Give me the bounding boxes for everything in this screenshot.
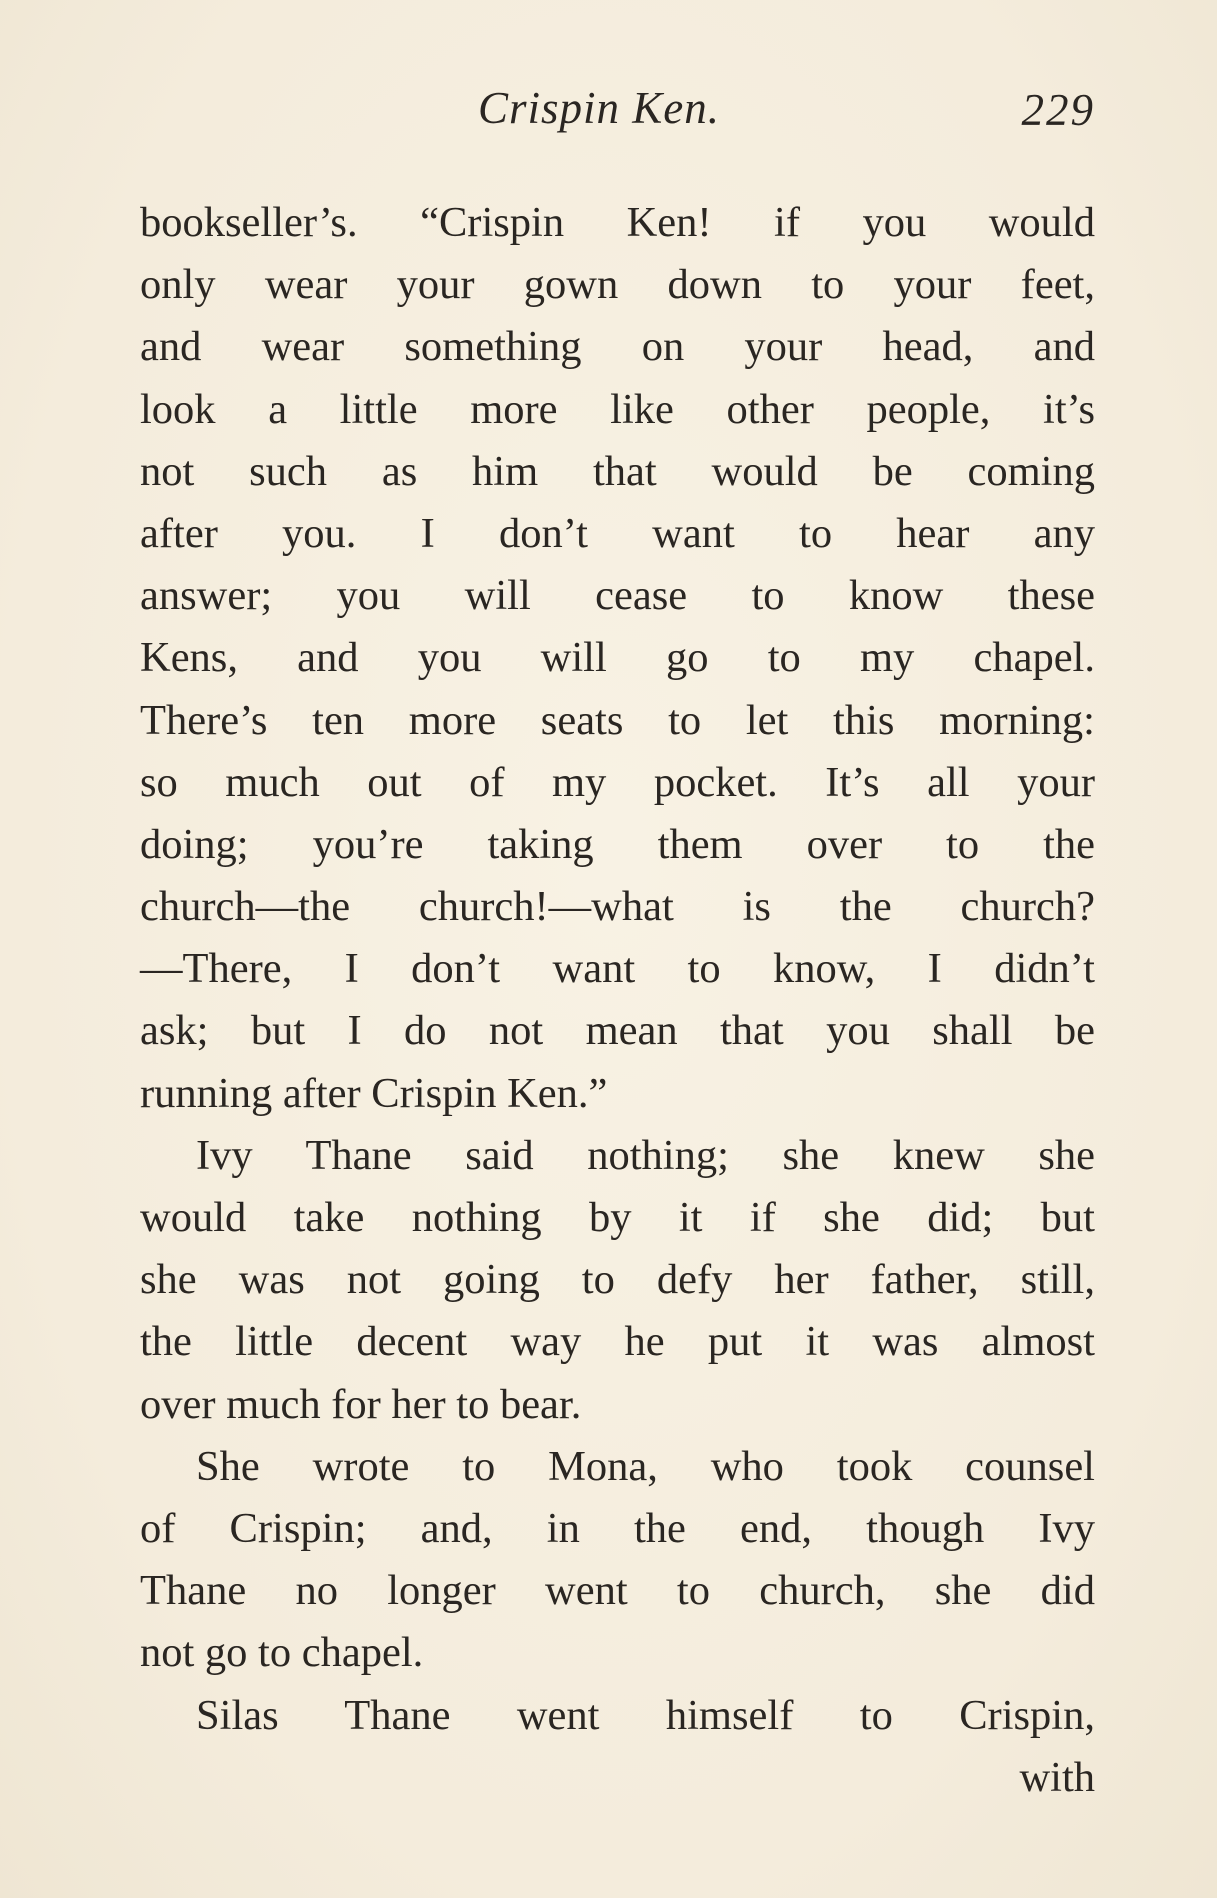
text-line: and wear something on your head, and	[140, 323, 1095, 371]
text-line: Silas Thane went himself to Crispin,	[196, 1691, 1095, 1739]
text-line: She wrote to Mona, who took counsel	[196, 1442, 1095, 1490]
text-line: —There, I don’t want to know, I didn’t	[140, 945, 1095, 993]
text-line: would take nothing by it if she did; but	[140, 1194, 1095, 1241]
page-number: 229	[1021, 85, 1095, 135]
text-line: so much out of my pocket. It’s all your	[140, 758, 1095, 806]
text-line: Kens, and you will go to my chapel.	[140, 634, 1095, 682]
text-line: only wear your gown down to your feet,	[140, 261, 1095, 309]
body-text	[140, 192, 1095, 1809]
text-line: ask; but I do not mean that you shall be	[140, 1007, 1095, 1055]
text-line: over much for her to bear.	[140, 1380, 582, 1428]
text-line: of Crispin; and, in the end, though Ivy	[140, 1504, 1095, 1552]
text-line: Ivy Thane said nothing; she knew she	[196, 1131, 1095, 1179]
text-line: There’s ten more seats to let this morning:	[140, 696, 1095, 744]
text-line: not such as him that would be coming	[140, 447, 1095, 495]
text-line: Thane no longer went to church, she did	[140, 1567, 1095, 1615]
running-head	[140, 82, 1095, 142]
text-line: not go to chapel.	[140, 1629, 424, 1677]
text-line: bookseller’s. “Crispin Ken! if you would	[140, 199, 1095, 246]
text-line: doing; you’re taking them over to the	[140, 820, 1095, 868]
catchword: with	[1019, 1753, 1095, 1801]
running-head-title: Crispin Ken.	[478, 83, 721, 133]
text-line: she was not going to defy her father, still,	[140, 1256, 1095, 1304]
text-line: answer; you will cease to know these	[140, 572, 1095, 620]
text-line: look a little more like other people, it’s	[140, 385, 1095, 433]
text-line: running after Crispin Ken.”	[140, 1069, 608, 1117]
text-line: after you. I don’t want to hear any	[140, 509, 1095, 557]
text-line: church—the church!—what is the church?	[140, 883, 1095, 931]
text-line: the little decent way he put it was almost	[140, 1318, 1095, 1366]
